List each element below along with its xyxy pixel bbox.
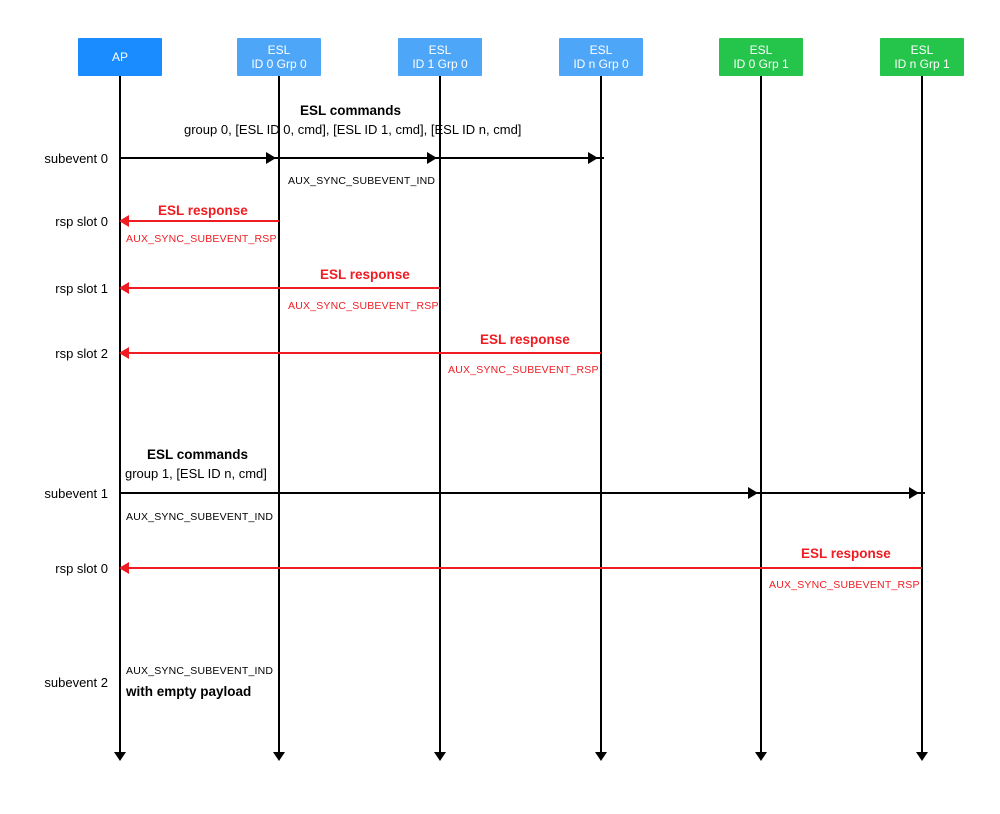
row-label-subevent-0: subevent 0	[44, 151, 108, 166]
lifeline-box-esl-idn-grp0	[559, 38, 643, 76]
message-arrow-esl-commands-group0	[119, 157, 604, 159]
lifeline-line-esl-idn-grp0	[600, 76, 602, 756]
message-pdu-esl-response-2: AUX_SYNC_SUBEVENT_RSP	[448, 364, 599, 376]
message-title-esl-commands-group0: ESL commands	[300, 103, 402, 118]
message-arrowhead-esl-response-1	[119, 282, 129, 294]
message-arrowhead-esl-commands-group1-a	[748, 487, 758, 499]
lifeline-box-ap	[78, 38, 162, 76]
message-arrow-esl-response-0	[127, 220, 279, 222]
lifeline-label-line1: AP	[111, 50, 128, 64]
lifeline-line-esl-id0-grp1	[760, 76, 762, 756]
lifeline-box-esl-id1-grp0	[398, 38, 482, 76]
lifeline-arrow-esl-id0-grp0	[273, 752, 285, 761]
message-title-esl-response-3: ESL response	[801, 546, 891, 561]
lifeline-line-esl-id0-grp0	[278, 76, 280, 756]
lifeline-line-ap	[119, 76, 121, 756]
message-pdu-subevent-2: AUX_SYNC_SUBEVENT_IND	[126, 665, 274, 677]
lifeline-label-line1: ESL	[428, 43, 452, 57]
message-subtitle-esl-commands-group0: group 0, [ESL ID 0, cmd], [ESL ID 1, cmd], [ESL ID n, cmd]	[184, 122, 522, 137]
lifeline-label-line1: ESL	[589, 43, 613, 57]
message-title-esl-response-2: ESL response	[480, 332, 570, 347]
lifeline-label-line1: ESL	[749, 43, 773, 57]
message-arrow-esl-response-2	[127, 352, 601, 354]
message-arrow-esl-response-1	[127, 287, 440, 289]
message-title-esl-response-0: ESL response	[158, 203, 248, 218]
lifeline-line-esl-id1-grp0	[439, 76, 441, 756]
lifeline-arrow-esl-idn-grp1	[916, 752, 928, 761]
lifeline-line-esl-idn-grp1	[921, 76, 923, 756]
message-arrowhead-esl-commands-group1-b	[909, 487, 919, 499]
message-title-esl-commands-group1: ESL commands	[147, 447, 249, 462]
row-label-rsp-slot-0b: rsp slot 0	[55, 561, 108, 576]
lifeline-arrow-ap	[114, 752, 126, 761]
message-pdu-esl-response-1: AUX_SYNC_SUBEVENT_RSP	[288, 300, 439, 312]
lifeline-box-esl-idn-grp1	[880, 38, 964, 76]
row-label-rsp-slot-1: rsp slot 1	[55, 281, 108, 296]
message-note-subevent-2: with empty payload	[126, 684, 252, 699]
lifeline-box-esl-id0-grp0	[237, 38, 321, 76]
lifeline-label-line2: ID 1 Grp 0	[412, 57, 468, 71]
message-pdu-esl-response-0: AUX_SYNC_SUBEVENT_RSP	[126, 233, 277, 245]
row-label-subevent-2: subevent 2	[44, 675, 108, 690]
message-arrow-esl-commands-group1	[119, 492, 925, 494]
lifeline-label-line2: ID n Grp 1	[894, 57, 950, 71]
lifeline-label-line2: ID n Grp 0	[573, 57, 629, 71]
message-arrowhead-esl-commands-group0-c	[588, 152, 598, 164]
message-arrowhead-esl-commands-group0-b	[427, 152, 437, 164]
message-subtitle-esl-commands-group1: group 1, [ESL ID n, cmd]	[125, 466, 267, 481]
message-arrow-esl-response-3	[127, 567, 922, 569]
lifeline-label-line1: ESL	[910, 43, 934, 57]
lifeline-label-line2: ID 0 Grp 0	[251, 57, 307, 71]
lifeline-arrow-esl-idn-grp0	[595, 752, 607, 761]
row-label-rsp-slot-2: rsp slot 2	[55, 346, 108, 361]
message-pdu-esl-commands-group1: AUX_SYNC_SUBEVENT_IND	[126, 511, 274, 523]
row-label-rsp-slot-0: rsp slot 0	[55, 214, 108, 229]
row-label-subevent-1: subevent 1	[44, 486, 108, 501]
lifeline-label-line1: ESL	[267, 43, 291, 57]
lifeline-arrow-esl-id1-grp0	[434, 752, 446, 761]
message-arrowhead-esl-response-3	[119, 562, 129, 574]
message-pdu-esl-commands-group0: AUX_SYNC_SUBEVENT_IND	[288, 175, 436, 187]
message-title-esl-response-1: ESL response	[320, 267, 410, 282]
message-arrowhead-esl-response-2	[119, 347, 129, 359]
lifeline-box-esl-id0-grp1	[719, 38, 803, 76]
message-pdu-esl-response-3: AUX_SYNC_SUBEVENT_RSP	[769, 579, 920, 591]
lifeline-arrow-esl-id0-grp1	[755, 752, 767, 761]
message-arrowhead-esl-response-0	[119, 215, 129, 227]
message-arrowhead-esl-commands-group0-a	[266, 152, 276, 164]
lifeline-label-line2: ID 0 Grp 1	[733, 57, 789, 71]
